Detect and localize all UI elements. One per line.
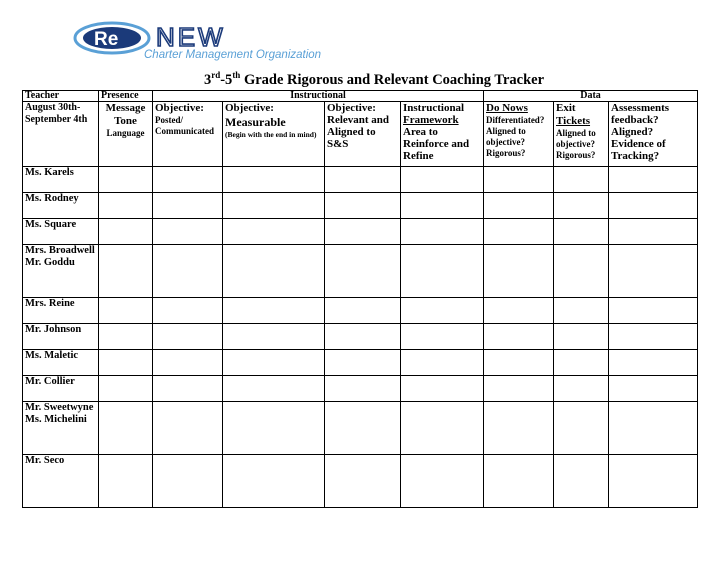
table-cell[interactable] (554, 193, 609, 219)
table-cell[interactable] (401, 298, 484, 324)
table-cell[interactable] (223, 402, 325, 455)
table-cell[interactable] (609, 376, 698, 402)
table-cell[interactable] (401, 376, 484, 402)
table-cell[interactable] (223, 193, 325, 219)
framework-line-b: Framework (403, 114, 459, 126)
table-cell[interactable] (325, 298, 401, 324)
title-grade-end: -5 (220, 71, 233, 88)
table-cell[interactable] (99, 167, 153, 193)
teacher-name: Mr. Sweetwyne (25, 402, 94, 413)
exit-line-b: Tickets (556, 115, 591, 127)
table-cell[interactable] (99, 324, 153, 350)
table-cell[interactable] (223, 167, 325, 193)
table-row (23, 193, 698, 219)
title-text: Grade Rigorous and Relevant Coaching Tracker (240, 71, 545, 88)
header-assessments: Assessments feedback? Aligned? Evidence of Tracking? (609, 102, 698, 167)
table-cell[interactable] (484, 324, 554, 350)
framework-line-c: Area to Reinforce and Refine (403, 126, 470, 162)
table-cell[interactable] (484, 245, 554, 298)
header-instructional-framework (401, 102, 484, 167)
coaching-tracker-table (22, 90, 698, 508)
teacher-name: Mrs. Broadwell (25, 245, 95, 256)
header-do-nows (484, 102, 554, 167)
table-cell[interactable] (99, 298, 153, 324)
table-cell[interactable] (484, 298, 554, 324)
table-cell[interactable] (554, 350, 609, 376)
table-cell[interactable] (153, 219, 223, 245)
table-cell[interactable] (484, 193, 554, 219)
table-cell[interactable] (223, 350, 325, 376)
table-cell[interactable] (153, 298, 223, 324)
teacher-name: Mr. Johnson (23, 324, 99, 350)
title-grade-start-sup: rd (211, 70, 221, 80)
logo-re: Re (94, 29, 119, 50)
table-row (23, 324, 698, 350)
table-cell[interactable] (484, 219, 554, 245)
teacher-name: Ms. Karels (23, 167, 99, 193)
header-objective-measurable (223, 102, 325, 167)
framework-line-a: Instructional (403, 102, 465, 114)
table-cell[interactable] (609, 167, 698, 193)
table-cell[interactable] (99, 350, 153, 376)
header-exit-tickets (554, 102, 609, 167)
table-cell[interactable] (153, 324, 223, 350)
table-cell[interactable] (401, 455, 484, 508)
table-row (23, 350, 698, 376)
header-message-tone (99, 102, 153, 167)
table-cell[interactable] (484, 167, 554, 193)
teacher-name: Ms. Maletic (23, 350, 99, 376)
table-cell[interactable] (484, 455, 554, 508)
table-cell[interactable] (484, 350, 554, 376)
table-cell[interactable] (99, 455, 153, 508)
table-cell[interactable] (223, 455, 325, 508)
table-cell[interactable] (223, 298, 325, 324)
table-cell[interactable] (609, 350, 698, 376)
table-row (23, 245, 698, 298)
table-cell[interactable] (325, 350, 401, 376)
table-cell[interactable] (325, 324, 401, 350)
table-cell[interactable] (325, 167, 401, 193)
table-cell[interactable] (153, 193, 223, 219)
teacher-name: Mr. Collier (23, 376, 99, 402)
table-cell[interactable] (554, 402, 609, 455)
title-grade-start: 3 (203, 71, 212, 88)
message-tone-label: Message Tone (105, 102, 146, 127)
table-row (23, 219, 698, 245)
exit-line-a: Exit (556, 102, 576, 114)
column-header-row (23, 102, 698, 167)
table-cell[interactable] (484, 402, 554, 455)
table-cell[interactable] (484, 376, 554, 402)
table-cell[interactable] (99, 376, 153, 402)
table-cell[interactable] (554, 324, 609, 350)
teacher-name: Ms. Michelini (25, 414, 87, 425)
table-cell[interactable] (99, 219, 153, 245)
objective-measurable-big: Measurable (225, 115, 286, 129)
table-cell[interactable] (401, 402, 484, 455)
table-cell[interactable] (609, 245, 698, 298)
renew-logo (72, 18, 412, 62)
group-data: Data (484, 91, 698, 102)
title-grade-end-sup: th (232, 70, 241, 80)
table-cell[interactable] (325, 245, 401, 298)
table-cell[interactable] (325, 193, 401, 219)
table-cell[interactable] (325, 455, 401, 508)
objective-posted-sub: Posted/ Communicated (155, 115, 214, 136)
table-cell[interactable] (609, 324, 698, 350)
table-cell[interactable] (223, 376, 325, 402)
header-date-range: August 30th-September 4th (23, 102, 99, 167)
table-cell[interactable] (609, 193, 698, 219)
teacher-name: Mr. Seco (23, 455, 99, 508)
table-cell[interactable] (223, 324, 325, 350)
table-cell[interactable] (325, 219, 401, 245)
table-cell[interactable] (153, 245, 223, 298)
table-cell[interactable] (153, 455, 223, 508)
do-nows-title: Do Nows (486, 102, 528, 114)
table-cell[interactable] (554, 219, 609, 245)
teacher-name: Mr. Goddu (25, 257, 75, 268)
table-cell[interactable] (153, 350, 223, 376)
teacher-name: Mrs. Reine (23, 298, 99, 324)
teacher-name-pair (23, 402, 99, 455)
table-cell[interactable] (609, 402, 698, 455)
table-cell[interactable] (554, 245, 609, 298)
group-teacher: Teacher (23, 91, 99, 102)
table-cell[interactable] (99, 245, 153, 298)
table-cell[interactable] (609, 298, 698, 324)
table-cell[interactable] (325, 376, 401, 402)
table-cell[interactable] (99, 193, 153, 219)
header-objective-posted (153, 102, 223, 167)
teacher-name: Ms. Rodney (23, 193, 99, 219)
teacher-name-pair (23, 245, 99, 298)
table-cell[interactable] (554, 455, 609, 508)
table-cell[interactable] (554, 167, 609, 193)
teacher-name: Ms. Square (23, 219, 99, 245)
table-cell[interactable] (554, 298, 609, 324)
table-row (23, 167, 698, 193)
table-row (23, 298, 698, 324)
header-objective-relevant: Objective: Relevant and Aligned to S&S (325, 102, 401, 167)
table-cell[interactable] (153, 402, 223, 455)
table-row (23, 376, 698, 402)
table-cell[interactable] (401, 324, 484, 350)
table-cell[interactable] (153, 376, 223, 402)
table-cell[interactable] (401, 219, 484, 245)
logo-new: NEW (156, 22, 226, 52)
objective-measurable-sub: (Begin with the end in mind) (225, 130, 317, 139)
do-nows-sub: Differentiated? Aligned to objective? Rigorous? (486, 115, 545, 158)
language-label: Language (106, 128, 145, 138)
exit-tickets-sub: Aligned to objective? Rigorous? (556, 128, 596, 160)
table-row (23, 455, 698, 508)
table-cell[interactable] (223, 219, 325, 245)
group-instructional: Instructional (153, 91, 484, 102)
group-header-row (23, 91, 698, 102)
table-cell[interactable] (401, 350, 484, 376)
table-cell[interactable] (401, 193, 484, 219)
table-cell[interactable] (401, 167, 484, 193)
table-cell[interactable] (609, 219, 698, 245)
objective-posted-title: Objective: (155, 102, 204, 114)
table-cell[interactable] (554, 376, 609, 402)
logo-subtitle: Charter Management Organization (144, 49, 322, 61)
table-row (23, 402, 698, 455)
table-cell[interactable] (99, 402, 153, 455)
objective-measurable-title: Objective: (225, 102, 274, 114)
page-title (0, 70, 728, 89)
table-cell[interactable] (223, 245, 325, 298)
group-presence: Presence (99, 91, 153, 102)
table-cell[interactable] (401, 245, 484, 298)
table-cell[interactable] (325, 402, 401, 455)
table-cell[interactable] (153, 167, 223, 193)
table-cell[interactable] (609, 455, 698, 508)
